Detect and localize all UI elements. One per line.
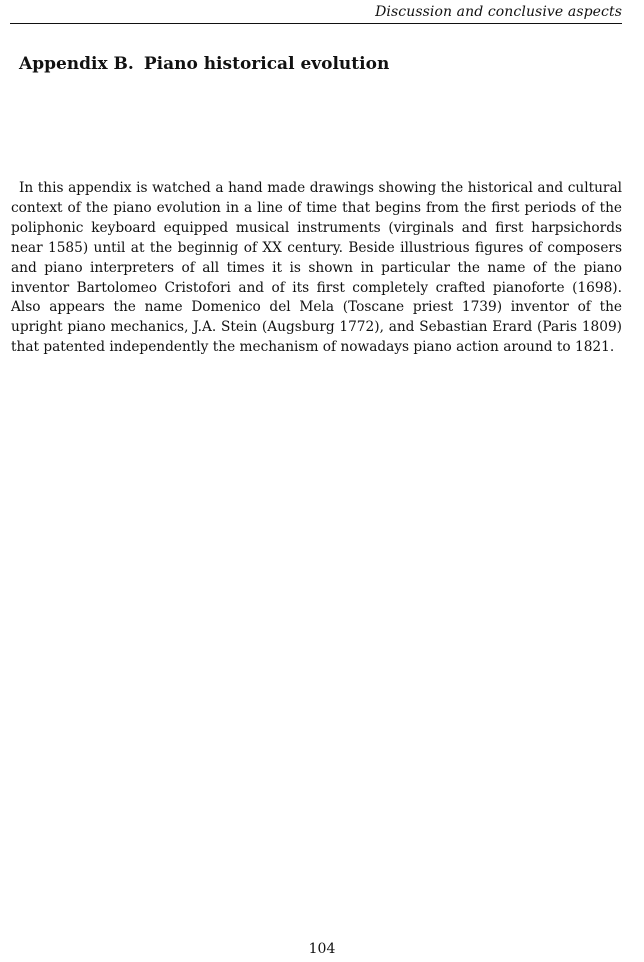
appendix-number: Appendix B.: [19, 54, 134, 74]
appendix-title: Piano historical evolution: [143, 54, 390, 74]
header-rule: [10, 23, 622, 24]
running-header: Discussion and conclusive aspects: [375, 4, 622, 20]
appendix-heading: [19, 54, 389, 74]
body-paragraph: In this appendix is watched a hand made drawings showing the historical and cultural context of the piano evolution in a line of time that begins from the first periods of the poliphonic keyboard equipped musical instruments (virginals and first harpsichords near 1585) until at the beginnig of XX century. Beside illustrious figures of composers and piano interpreters of all times it is shown in particular the name of the piano inventor Bartolomeo Cristofori and of its first completely crafted pianoforte (1698). Also appears the name Domenico del Mela (Toscane priest 1739) inventor of the upright piano mechanics, J.A. Stein (Augsburg 1772), and Sebastian Erard (Paris 1809) that patented independently the mechanism of nowadays piano action around to 1821.: [11, 180, 622, 356]
page-number: 104: [308, 941, 336, 957]
